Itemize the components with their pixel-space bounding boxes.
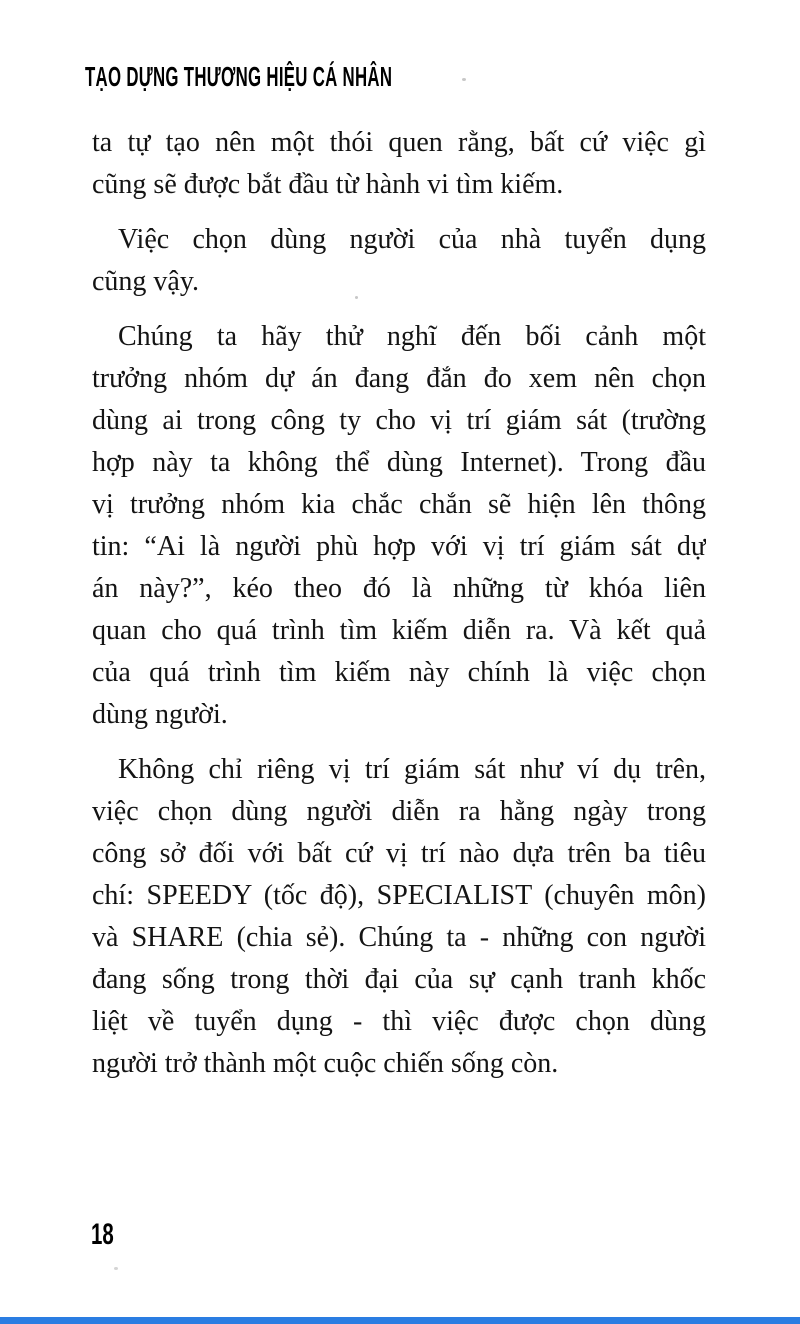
text-line: vị trưởng nhóm kia chắc chắn sẽ hiện lên thông <box>92 489 706 520</box>
text-line: và SHARE (chia sẻ). Chúng ta - những con người <box>92 922 706 953</box>
text-line: đang sống trong thời đại của sự cạnh tranh khốc <box>92 964 706 995</box>
text-line: dùng người. <box>92 699 228 730</box>
text-line: người trở thành một cuộc chiến sống còn. <box>92 1048 559 1079</box>
paragraph <box>92 219 706 303</box>
page-number: 18 <box>91 1218 114 1251</box>
text-line: ta tự tạo nên một thói quen rằng, bất cứ việc gì <box>92 127 706 158</box>
paragraph <box>92 122 706 206</box>
text-line: tin: “Ai là người phù hợp với vị trí giám sát dự <box>92 531 706 562</box>
text-line: của quá trình tìm kiếm này chính là việc chọn <box>92 657 706 688</box>
text-line: Chúng ta hãy thử nghĩ đến bối cảnh một <box>118 321 706 352</box>
text-line: cũng vậy. <box>92 266 200 297</box>
body-text <box>92 122 706 1085</box>
text-line: việc chọn dùng người diễn ra hằng ngày trong <box>92 796 706 827</box>
paragraph <box>92 749 706 1085</box>
running-header-title: TẠO DỰNG THƯƠNG HIỆU CÁ NHÂN <box>85 61 393 92</box>
text-line: dùng ai trong công ty cho vị trí giám sát (trường <box>92 405 706 436</box>
scan-speck <box>462 78 466 81</box>
scan-speck <box>355 296 358 299</box>
text-line: Không chỉ riêng vị trí giám sát như ví dụ trên, <box>118 754 706 785</box>
text-line: liệt về tuyển dụng - thì việc được chọn dùng <box>92 1006 706 1037</box>
text-line: quan cho quá trình tìm kiếm diễn ra. Và kết quả <box>92 615 706 646</box>
text-line: án này?”, kéo theo đó là những từ khóa liên <box>92 573 706 604</box>
text-line: chí: SPEEDY (tốc độ), SPECIALIST (chuyên môn) <box>92 880 706 911</box>
paragraph <box>92 316 706 736</box>
text-line: trưởng nhóm dự án đang đắn đo xem nên chọn <box>92 363 706 394</box>
text-line: cũng sẽ được bắt đầu từ hành vi tìm kiếm. <box>92 169 564 200</box>
text-line: hợp này ta không thể dùng Internet). Trong đầu <box>92 447 706 478</box>
scan-speck <box>114 1267 118 1270</box>
reading-progress-bar[interactable] <box>0 1317 800 1324</box>
text-line: Việc chọn dùng người của nhà tuyển dụng <box>118 224 706 255</box>
text-line: công sở đối với bất cứ vị trí nào dựa trên ba tiêu <box>92 838 706 869</box>
